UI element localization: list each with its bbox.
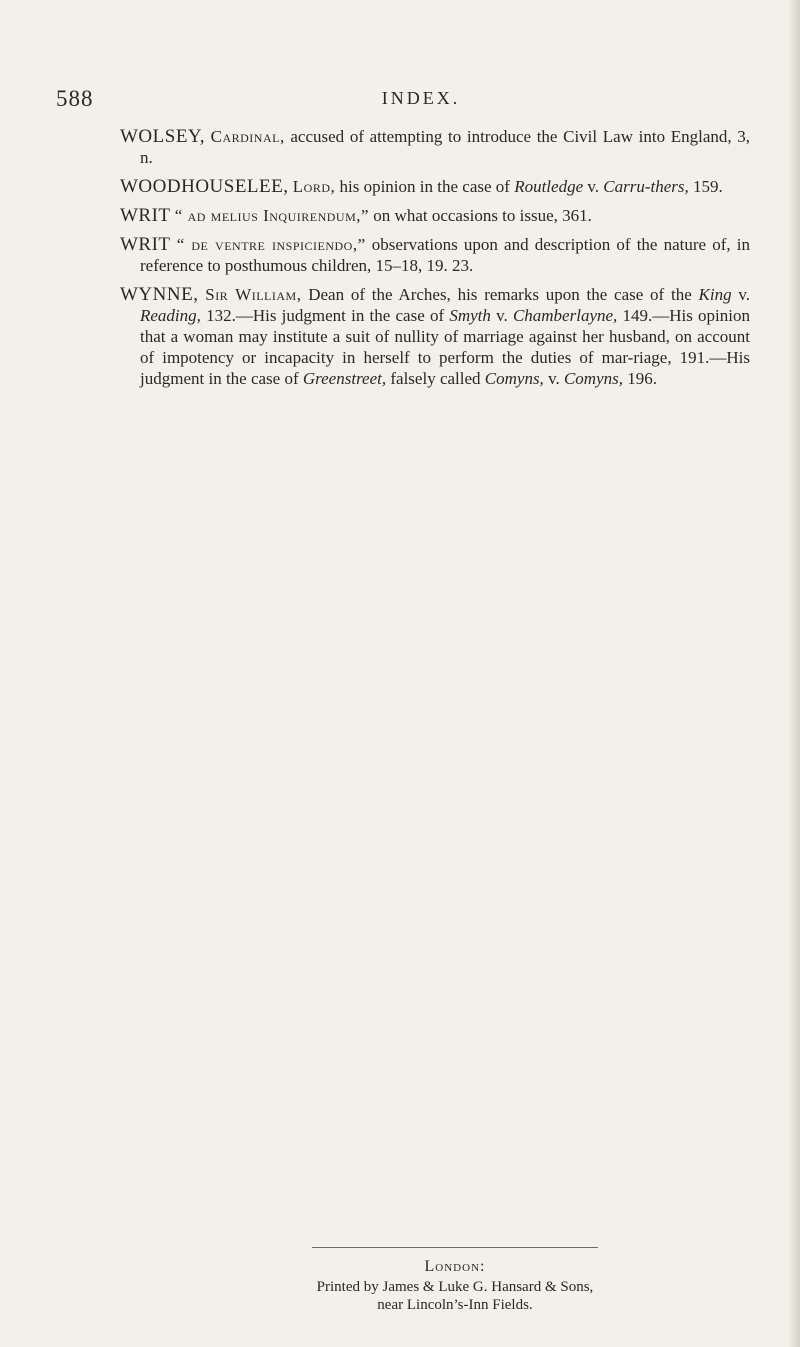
entry-text: accused of attempting to introduce the Civil Law into England, 3, n.: [140, 127, 751, 167]
entry-headword: WOODHOUSELEE,: [120, 176, 289, 197]
entry-title: Lord,: [292, 177, 336, 196]
entry-text: on what occasions to issue, 361.: [373, 206, 592, 225]
page-edge-shadow: [788, 0, 800, 1347]
printer-imprint: [300, 1258, 610, 1314]
case-versus: v.: [496, 306, 508, 325]
case-name: Greenstreet,: [302, 369, 387, 388]
entry-headword: WRIT: [120, 205, 171, 226]
case-name: Comyns,: [563, 369, 623, 388]
index-entry-wynne: [120, 284, 750, 389]
case-name: Smyth: [449, 306, 491, 325]
case-versus: v.: [738, 285, 751, 304]
case-name: Chamberlayne,: [512, 306, 618, 325]
index-entry-writ-melius: [120, 205, 750, 226]
running-head: INDEX.: [381, 88, 461, 108]
entry-headword: WYNNE,: [120, 284, 199, 305]
case-name: King: [698, 285, 732, 304]
page-header: [56, 86, 746, 116]
imprint-address: near Lincoln’s-Inn Fields.: [377, 1297, 533, 1313]
entry-title: Cardinal,: [210, 127, 285, 146]
entry-text: 132.—His judgment in the case of: [206, 306, 445, 325]
entry-title: Sir William,: [205, 285, 302, 304]
imprint-city: London:: [424, 1258, 486, 1275]
index-entries: [120, 126, 750, 397]
entry-phrase: “ ad melius Inquirendum,”: [174, 206, 370, 225]
entry-phrase: “ de ventre inspiciendo,”: [176, 235, 366, 254]
entry-text: falsely called: [390, 369, 481, 388]
page-number: 588: [56, 86, 94, 111]
case-name: Comyns,: [484, 369, 544, 388]
entry-text: 159.: [693, 177, 723, 196]
index-entry-woodhouselee: [120, 176, 750, 197]
entry-text: observations upon and description of the nature of, in reference to posthumous children, 15–18, 19. 23.: [140, 235, 751, 275]
case-name: Routledge: [514, 177, 584, 196]
entry-headword: WOLSEY,: [120, 126, 205, 147]
entry-text: 196.: [627, 369, 657, 388]
index-entry-writ-ventre: [120, 234, 750, 276]
case-name: Carru-thers,: [603, 177, 689, 196]
case-name: Reading,: [140, 306, 201, 325]
entry-headword: WRIT: [120, 234, 171, 255]
entry-text: 149.—His opinion that a woman may institute a suit of nullity of marriage against her husband, on account of impotency or incapacity in herself to perform the duties of mar-riage, 191.—His judgment in the case of: [140, 306, 750, 388]
index-entry-wolsey: [120, 126, 750, 168]
imprint-printer: Printed by James & Luke G. Hansard & Sons,: [316, 1279, 594, 1295]
entry-text: his opinion in the case of: [339, 177, 510, 196]
case-versus: v.: [548, 369, 560, 388]
entry-text: Dean of the Arches, his remarks upon the case of the: [308, 285, 692, 304]
case-versus: v.: [587, 177, 600, 196]
footer-divider: [312, 1247, 598, 1248]
